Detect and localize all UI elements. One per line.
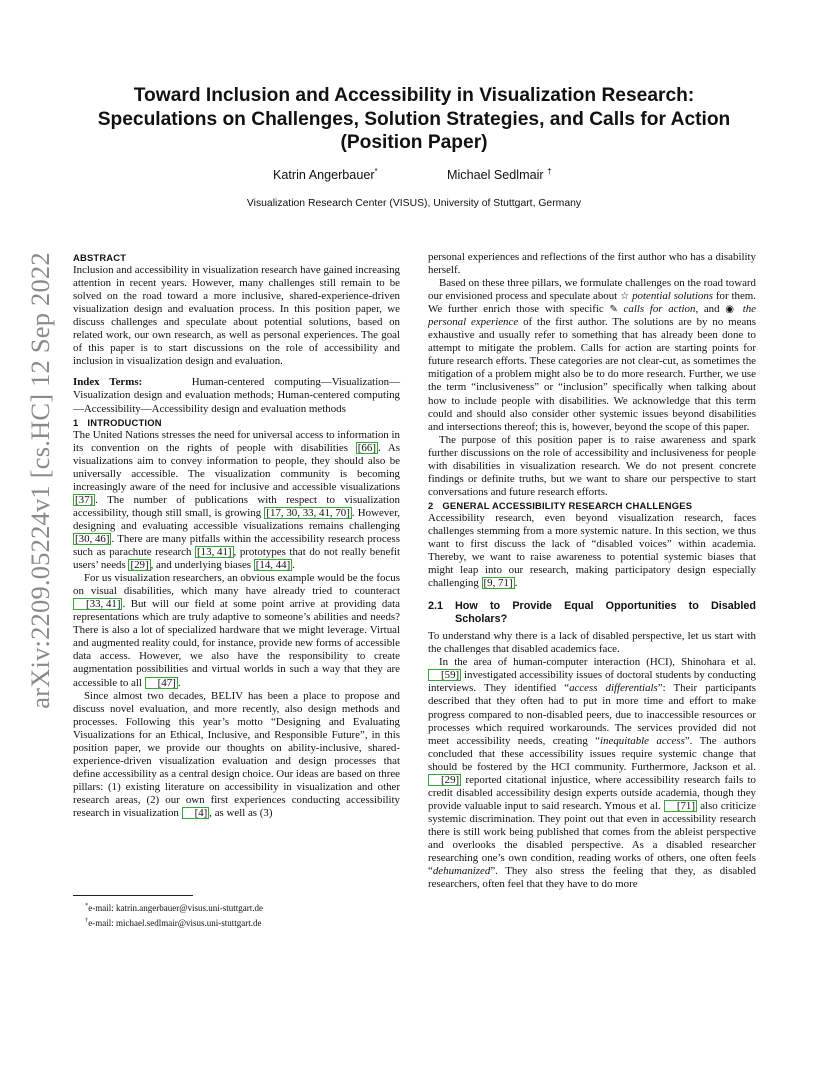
abstract-heading: ABSTRACT <box>73 252 127 263</box>
body-paragraph: The purpose of this position paper is to raise awareness and spark further discussions on the role of accessibility and inclusiveness for people with disabilities in visualization research. We do not present concrete findings or definite truths, but we want to share our perspective to start conversations and future research efforts. <box>428 433 756 498</box>
pencil-icon: ✎ <box>609 304 618 316</box>
citation-link[interactable]: [66] <box>357 441 376 454</box>
footnote-divider <box>73 895 193 896</box>
footnote: †e-mail: michael.sedlmair@visus.uni-stuttgart.de <box>85 916 262 928</box>
left-column <box>73 251 400 820</box>
citation-link[interactable]: [71] <box>664 800 697 812</box>
citation-link[interactable]: [59] <box>428 669 461 681</box>
section-heading-introduction: 1 INTRODUCTION <box>73 416 162 428</box>
citation-link[interactable]: [29] <box>130 559 149 572</box>
body-paragraph: Accessibility research, even beyond visualization research, faces challenges stemming from a more systemic nature. In this section, we thus want to first discuss the lack of “disabled voices” within academia. Thereby, we want to raise awareness to potential systemic biases that might leap into our research, making participatory design especially challenging [9, 71] . <box>428 511 756 590</box>
subsection-heading-equal-opportunities: 2.1 How to Provide Equal Opportunities to Disabled Scholars? <box>428 600 756 626</box>
title-line: Toward Inclusion and Accessibility in Visualization Research: <box>133 85 695 106</box>
affiliation: Visualization Research Center (VISUS), University of Stuttgart, Germany <box>246 198 582 209</box>
right-column <box>428 251 756 891</box>
arxiv-identifier-stamp[interactable] <box>20 251 60 709</box>
title-line: Speculations on Challenges, Solution Strategies, and Calls for Action <box>97 108 731 130</box>
author-name: Michael Sedlmair † <box>447 167 552 182</box>
paper-title <box>72 84 756 155</box>
arxiv-identifier-text: arXiv:2209.05224v1 [cs.HC] 12 Sep 2022 <box>24 251 55 709</box>
citation-link[interactable]: [47] <box>145 677 178 689</box>
citation-link[interactable]: [4] <box>182 807 210 819</box>
citation-link[interactable]: [13, 41] <box>197 546 232 559</box>
body-paragraph: Based on these three pillars, we formulate challenges on the road toward our envisioned process and speculate about ☆ potential solutions for them. We further enrich those with specific ✎ calls for action, and ◉ the personal experience of the first author. The solutions are by no means exhaustive and usually refer to something that has already been done to attempt to mitigate the problem. Calls for action are starting points for future research efforts. These categories are not clear-cut, as sometimes the mitigation of a problem might also be to do more research. Further, we use the term “inclusiveness” or “inclusion” specifically when talking about how to include people with disabilities. We acknowledge that this term could and should also consider other systemic issues beyond disabilities and intersections thereof; this is, however, beyond the scope of this paper. <box>428 277 757 433</box>
index-terms: Index Terms: Human-centered computing—Visualization—Visualization design and evaluation methods; Human-centered computing—Accessibility—Accessibility design and evaluation methods <box>73 376 400 415</box>
abstract-text: Inclusion and accessibility in visualization research have gained increasing attention in recent years. However, many challenges still remain to be solved on the road toward a more inclusive, shared-experience-driven visualization design and evaluation process. In this position paper, we discuss challenges and speculate about potential solutions, based on related work, our own research, as well as personal experiences. The goal of this paper is to start discussions on the role of accessibility and inclusion in visualization design and evaluation. <box>73 264 400 368</box>
citation-link[interactable]: [33, 41] <box>73 598 122 610</box>
body-paragraph: To understand why there is a lack of disabled perspective, let us start with the challenges that disabled academics face. <box>428 630 756 656</box>
citation-link[interactable]: [37] <box>75 493 94 506</box>
intro-paragraph-2: For us visualization researchers, an obvious example would be the focus on visual disabilities, which many have already tried to counteract [33, 41] . But will our field at some point arrive at providing data representations which are truly adaptive to someone’s abilities and needs? There is also a lot of specialized hardware that we might leverage. Virtual and augmented reality could, for instance, provide new forms of accessible data access. However, we also have the responsibility to create augmentation possibilities and virtual worlds in such a way that they are accessible to all [47] . <box>73 572 400 689</box>
footnotes <box>73 900 400 929</box>
title-line: (Position Paper) <box>340 132 488 153</box>
footnote: *e-mail: katrin.angerbauer@visus.uni-stuttgart.de <box>85 902 263 913</box>
citation-link[interactable]: [30, 46] <box>75 532 110 545</box>
citation-link[interactable]: [17, 30, 33, 41, 70] <box>266 506 350 519</box>
citation-link[interactable]: [14, 44] <box>255 559 291 572</box>
intro-paragraph-3: Since almost two decades, BELIV has been a place to propose and discuss novel evaluation, and more recently, also design methods and processes. Following this year’s motto “Designing and Evaluating Visualizations for an Ethical, Inclusive, and Responsible Future”, in this position paper, we provide our thoughts on ability-inclusive, shared-experience-driven visualization evaluation and design processes that define accessibility as a central design choice. Our ideas are based on three pillars: (1) existing literature on accessibility in visualization and other research areas, (2) our own first experiences conducting accessibility research in visualization [4] , as well as (3) <box>73 689 400 819</box>
body-paragraph: personal experiences and reflections of the first author who has a disability herself. <box>428 251 756 277</box>
author-name: Katrin Angerbauer* <box>273 167 378 182</box>
intro-paragraph-1: The United Nations stresses the need for universal access to information in its convention on the rights of people with disabilities [66] . As visualizations aim to convey information to people, they should also be universally accessible. The visualization community is becoming increasingly aware of the need for inclusive and accessible visualizations [37] . The number of publications with respect to visualization accessibility, though still small, is growing [17, 30, 33, 41, 70] . However, designing and evaluating accessible visualizations remains challenging [30, 46] . There are many pitfalls within the accessibility research process such as parachute research [13, 41] , prototypes that do not really benefit users’ needs [29] , and underlying biases [14, 44] . <box>73 428 401 572</box>
body-paragraph: In the area of human-computer interaction (HCI), Shinohara et al. [59] investigated accessibility issues of doctoral students by conducting interviews. They identified “access differentials”: Their participants described that they often had to put in more time and effort to make progress compared to non-disabled peers, due to inaccessible resources or processes which required workarounds. The services provided did not meet accessibility needs, creating “inequitable access”. The authors concluded that these accessibility issues require systemic change that should be fostered by the HCI community. Furthermore, Jackson et al. [29] reported citational injustice, where accessibility research fails to credit disabled accessibility design experts outside academia, though they provide valuable input to said research. Ymous et al. [71] also criticize systemic discrimination. They point out that even in accessibility research there is still work being published that comes from the ableist perspective and overlooks the disabled perspective. As a disabled researcher researching one’s own condition, reading works of others, one often feels “dehumanized”. They also stress the feeling that they, as disabled researchers, often feel that they have to do more <box>428 656 757 891</box>
citation-link[interactable]: [9, 71] <box>483 577 513 590</box>
eye-icon: ◉ <box>725 304 737 316</box>
citation-link[interactable]: [29] <box>428 774 461 786</box>
star-outline-icon: ☆ <box>620 291 630 303</box>
section-heading-general-challenges: 2 GENERAL ACCESSIBILITY RESEARCH CHALLENGES <box>428 499 693 511</box>
